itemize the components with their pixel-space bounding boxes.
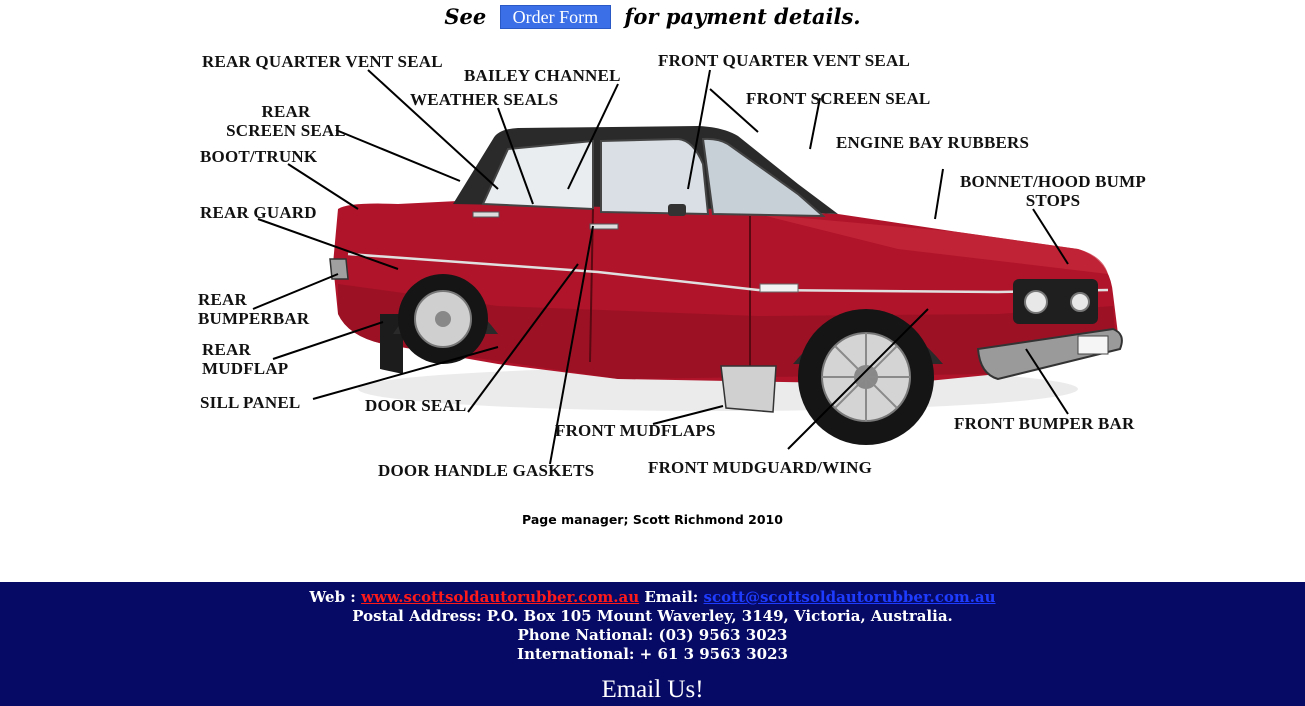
phone-national: Phone National: (03) 9563 3023 (517, 626, 788, 644)
email-us-link[interactable]: Email Us! (601, 676, 704, 703)
label-engine-bay-rubbers: ENGINE BAY RUBBERS (836, 133, 1030, 152)
label-front-mudguard-wing: FRONT MUDGUARD/WING (648, 458, 873, 477)
order-form-button[interactable]: Order Form (500, 5, 611, 29)
label-rear-bumperbar-line2: BUMPERBAR (198, 309, 310, 328)
label-rear-mudflap-line2: MUDFLAP (202, 359, 289, 378)
email-link[interactable]: scott@scottsoldautorubber.com.au (703, 588, 996, 606)
label-rear-guard: REAR GUARD (200, 203, 317, 222)
label-rear-quarter-vent-seal: REAR QUARTER VENT SEAL (202, 52, 443, 71)
label-bailey-channel: BAILEY CHANNEL (464, 66, 621, 85)
label-rear-mudflap (202, 340, 288, 378)
postal-address: Postal Address: P.O. Box 105 Mount Waverley, 3149, Victoria, Australia. (352, 607, 953, 625)
label-front-quarter-vent-seal: FRONT QUARTER VENT SEAL (658, 51, 910, 70)
website-link[interactable]: www.scottsoldautorubber.com.au (361, 588, 640, 606)
email-label: Email: (644, 588, 699, 606)
payment-details-text: for payment details. (624, 4, 861, 29)
label-front-bumper-bar: FRONT BUMPER BAR (954, 414, 1135, 433)
car-parts-diagram (198, 44, 1198, 500)
label-bonnet-hood-line2: STOPS (1025, 191, 1081, 210)
label-front-screen-seal: FRONT SCREEN SEAL (746, 89, 931, 108)
label-front-mudflaps: FRONT MUDFLAPS (555, 421, 716, 440)
label-door-seal: DOOR SEAL (365, 396, 467, 415)
label-rear-bumperbar (198, 290, 309, 328)
label-weather-seals: WEATHER SEALS (410, 90, 559, 109)
label-door-handle-gaskets: DOOR HANDLE GASKETS (378, 461, 595, 480)
web-email-line (0, 588, 1305, 607)
label-rear-mudflap-line1: REAR (202, 340, 251, 359)
label-rear-bumperbar-line1: REAR (198, 290, 247, 309)
contact-footer (0, 582, 1305, 706)
label-rear-screen-seal-line2: SCREEN SEAL (226, 121, 346, 140)
phone-international: International: + 61 3 9563 3023 (517, 645, 788, 663)
label-boot-trunk: BOOT/TRUNK (200, 147, 318, 166)
payment-note (0, 2, 1305, 29)
label-bonnet-hood-bump-stops (948, 172, 1158, 210)
see-text: See (444, 4, 487, 29)
web-label: Web : (309, 588, 356, 606)
page-manager-credit: Page manager; Scott Richmond 2010 (522, 512, 783, 527)
label-rear-screen-seal (206, 102, 366, 140)
label-bonnet-hood-line1: BONNET/HOOD BUMP (960, 172, 1146, 191)
label-sill-panel: SILL PANEL (200, 393, 301, 412)
label-rear-screen-seal-line1: REAR (261, 102, 311, 121)
